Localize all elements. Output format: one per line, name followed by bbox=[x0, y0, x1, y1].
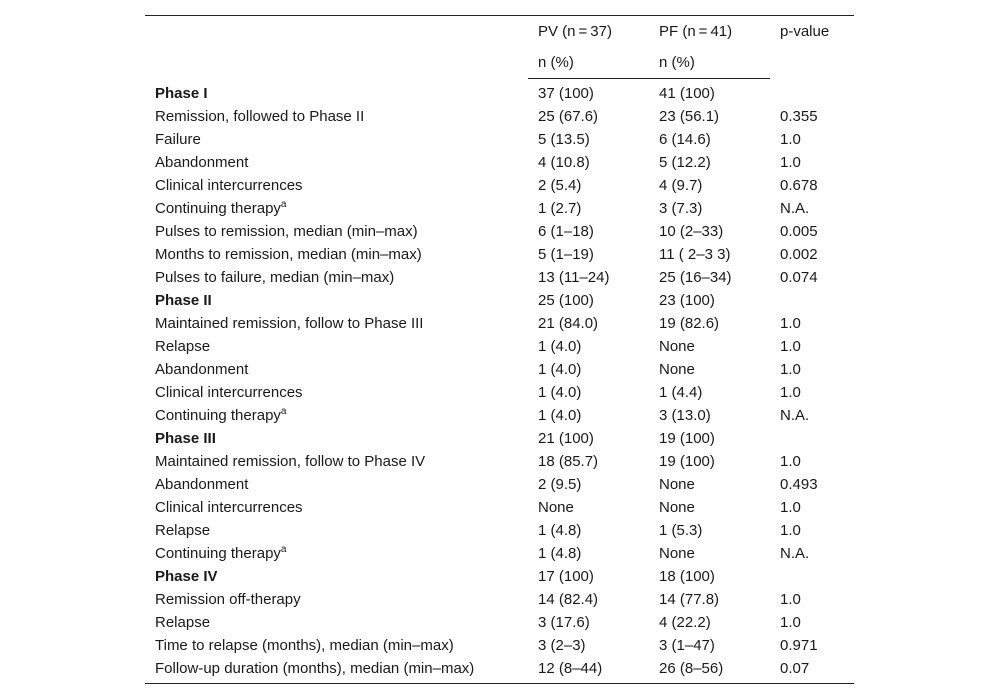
p-value: 1.0 bbox=[780, 361, 801, 378]
pf-value: None bbox=[659, 499, 695, 516]
row-label-text: Time to relapse (months), median (min–max) bbox=[155, 637, 454, 654]
table-row bbox=[145, 588, 854, 611]
table-row bbox=[145, 266, 854, 289]
pf-value: 41 (100) bbox=[659, 85, 715, 102]
pv-value: 12 (8–44) bbox=[538, 660, 603, 677]
table-row bbox=[145, 197, 854, 220]
row-label-text: Abandonment bbox=[155, 476, 249, 493]
pf-value: 11 ( 2–3 3) bbox=[659, 246, 731, 263]
pv-value: 1 (4.8) bbox=[538, 545, 582, 562]
table-row bbox=[145, 358, 854, 381]
table-top-rule bbox=[145, 15, 854, 16]
pf-value: 14 (77.8) bbox=[659, 591, 720, 608]
footnote-marker: a bbox=[280, 199, 287, 210]
row-label-text: Continuing therapy bbox=[155, 545, 281, 562]
row-label bbox=[155, 197, 286, 220]
row-label bbox=[155, 473, 248, 496]
row-label-text: Phase III bbox=[155, 430, 216, 447]
row-label-text: Relapse bbox=[155, 614, 211, 631]
pf-value: 3 (7.3) bbox=[659, 200, 703, 217]
pv-value: 2 (5.4) bbox=[538, 177, 582, 194]
p-value: 0.005 bbox=[780, 223, 818, 240]
p-value: N.A. bbox=[780, 407, 810, 424]
p-value: 0.493 bbox=[780, 476, 818, 493]
p-value: 1.0 bbox=[780, 154, 801, 171]
table-row bbox=[145, 174, 854, 197]
table-row bbox=[145, 565, 854, 588]
p-value: 0.971 bbox=[780, 637, 818, 654]
header-underline-rule bbox=[528, 78, 770, 79]
pf-value: 4 (22.2) bbox=[659, 614, 711, 631]
row-label bbox=[155, 105, 364, 128]
p-value: 1.0 bbox=[780, 338, 801, 355]
p-value: 1.0 bbox=[780, 384, 801, 401]
table-row bbox=[145, 335, 854, 358]
pv-value: 1 (4.0) bbox=[538, 384, 582, 401]
p-value: 0.074 bbox=[780, 269, 818, 286]
row-label-text: Remission off-therapy bbox=[155, 591, 301, 608]
pf-value: 23 (100) bbox=[659, 292, 715, 309]
pf-value: 1 (5.3) bbox=[659, 522, 703, 539]
table-body bbox=[145, 82, 854, 680]
pv-value: 6 (1–18) bbox=[538, 223, 594, 240]
row-label bbox=[155, 404, 286, 427]
table-row bbox=[145, 220, 854, 243]
table-row bbox=[145, 105, 854, 128]
footnote-marker: a bbox=[280, 406, 287, 417]
row-label bbox=[155, 128, 201, 151]
table-row bbox=[145, 312, 854, 335]
row-label-text: Maintained remission, follow to Phase IV bbox=[155, 453, 426, 470]
row-label-text: Remission, followed to Phase II bbox=[155, 108, 365, 125]
pf-value: 1 (4.4) bbox=[659, 384, 703, 401]
pv-value: 25 (100) bbox=[538, 292, 594, 309]
pf-value: 5 (12.2) bbox=[659, 154, 711, 171]
row-label bbox=[155, 243, 422, 266]
pv-value: 5 (13.5) bbox=[538, 131, 590, 148]
table-row bbox=[145, 496, 854, 519]
pv-value: 17 (100) bbox=[538, 568, 594, 585]
pv-value: 1 (4.0) bbox=[538, 338, 582, 355]
row-label-text: Months to remission, median (min–max) bbox=[155, 246, 422, 263]
pv-value: 2 (9.5) bbox=[538, 476, 582, 493]
pv-value: 37 (100) bbox=[538, 85, 594, 102]
column-header-pvalue: p-value bbox=[780, 23, 830, 40]
row-label bbox=[155, 266, 394, 289]
row-label bbox=[155, 220, 418, 243]
row-label-text: Pulses to failure, median (min–max) bbox=[155, 269, 395, 286]
row-label-text: Failure bbox=[155, 131, 201, 148]
pf-value: 3 (13.0) bbox=[659, 407, 711, 424]
pv-value: 18 (85.7) bbox=[538, 453, 599, 470]
pf-value: 26 (8–56) bbox=[659, 660, 724, 677]
table-row bbox=[145, 289, 854, 312]
p-value: 1.0 bbox=[780, 315, 801, 332]
p-value: 1.0 bbox=[780, 522, 801, 539]
row-label-text: Continuing therapy bbox=[155, 200, 281, 217]
pf-value: 19 (100) bbox=[659, 453, 715, 470]
row-label bbox=[155, 634, 454, 657]
row-label-text: Abandonment bbox=[155, 361, 249, 378]
row-label-text: Continuing therapy bbox=[155, 407, 281, 424]
p-value: 1.0 bbox=[780, 591, 801, 608]
pv-value: 1 (2.7) bbox=[538, 200, 582, 217]
phase-heading bbox=[155, 565, 218, 588]
pv-value: None bbox=[538, 499, 574, 516]
row-label bbox=[155, 657, 474, 680]
p-value: 0.355 bbox=[780, 108, 818, 125]
row-label bbox=[155, 174, 303, 197]
column-header-pv: PV (n = 37) bbox=[538, 23, 612, 40]
pv-value: 1 (4.0) bbox=[538, 361, 582, 378]
row-label bbox=[155, 335, 210, 358]
p-value: 1.0 bbox=[780, 499, 801, 516]
row-label bbox=[155, 496, 303, 519]
phase-heading bbox=[155, 82, 208, 105]
row-label-text: Abandonment bbox=[155, 154, 249, 171]
p-value: N.A. bbox=[780, 200, 810, 217]
phase-heading bbox=[155, 289, 212, 312]
row-label-text: Phase IV bbox=[155, 568, 218, 585]
p-value: 0.002 bbox=[780, 246, 818, 263]
row-label-text: Clinical intercurrences bbox=[155, 499, 303, 516]
row-label-text: Pulses to remission, median (min–max) bbox=[155, 223, 418, 240]
pv-value: 14 (82.4) bbox=[538, 591, 599, 608]
pv-value: 4 (10.8) bbox=[538, 154, 590, 171]
column-header-pf: PF (n = 41) bbox=[659, 23, 733, 40]
table-row bbox=[145, 128, 854, 151]
row-label bbox=[155, 381, 303, 404]
row-label bbox=[155, 588, 301, 611]
table-row bbox=[145, 243, 854, 266]
phase-heading bbox=[155, 427, 216, 450]
p-value: 0.07 bbox=[780, 660, 810, 677]
table-row bbox=[145, 634, 854, 657]
pv-value: 3 (2–3) bbox=[538, 637, 586, 654]
table-row bbox=[145, 427, 854, 450]
table-row bbox=[145, 473, 854, 496]
p-value: 1.0 bbox=[780, 614, 801, 631]
table-row bbox=[145, 404, 854, 427]
footnote-marker: a bbox=[280, 544, 287, 555]
column-unit-pf: n (%) bbox=[659, 54, 695, 71]
pf-value: 25 (16–34) bbox=[659, 269, 732, 286]
pv-value: 1 (4.8) bbox=[538, 522, 582, 539]
pf-value: 19 (100) bbox=[659, 430, 715, 447]
table-row bbox=[145, 82, 854, 105]
row-label-text: Follow-up duration (months), median (min–max) bbox=[155, 660, 475, 677]
row-label bbox=[155, 519, 210, 542]
pv-value: 21 (100) bbox=[538, 430, 594, 447]
table-row bbox=[145, 657, 854, 680]
pf-value: None bbox=[659, 338, 695, 355]
pf-value: 6 (14.6) bbox=[659, 131, 711, 148]
pf-value: 3 (1–47) bbox=[659, 637, 715, 654]
table-row bbox=[145, 519, 854, 542]
table-row bbox=[145, 381, 854, 404]
pf-value: None bbox=[659, 476, 695, 493]
pv-value: 5 (1–19) bbox=[538, 246, 594, 263]
row-label-text: Clinical intercurrences bbox=[155, 384, 303, 401]
row-label bbox=[155, 151, 248, 174]
row-label bbox=[155, 312, 423, 335]
pf-value: None bbox=[659, 545, 695, 562]
p-value: 1.0 bbox=[780, 453, 801, 470]
row-label-text: Relapse bbox=[155, 338, 211, 355]
row-label-text: Relapse bbox=[155, 522, 211, 539]
row-label-text: Maintained remission, follow to Phase III bbox=[155, 315, 424, 332]
row-label-text: Phase II bbox=[155, 292, 212, 309]
pv-value: 1 (4.0) bbox=[538, 407, 582, 424]
row-label bbox=[155, 611, 210, 634]
pf-value: 19 (82.6) bbox=[659, 315, 720, 332]
p-value: 1.0 bbox=[780, 131, 801, 148]
table-row bbox=[145, 450, 854, 473]
row-label bbox=[155, 358, 248, 381]
p-value: N.A. bbox=[780, 545, 810, 562]
pf-value: 23 (56.1) bbox=[659, 108, 720, 125]
table-row bbox=[145, 611, 854, 634]
pf-value: 10 (2–33) bbox=[659, 223, 724, 240]
pv-value: 25 (67.6) bbox=[538, 108, 599, 125]
row-label-text: Clinical intercurrences bbox=[155, 177, 303, 194]
table-bottom-rule bbox=[145, 683, 854, 684]
p-value: 0.678 bbox=[780, 177, 818, 194]
pf-value: 18 (100) bbox=[659, 568, 715, 585]
row-label bbox=[155, 450, 425, 473]
row-label bbox=[155, 542, 286, 565]
table-row bbox=[145, 151, 854, 174]
pv-value: 13 (11–24) bbox=[538, 269, 610, 286]
pf-value: None bbox=[659, 361, 695, 378]
row-label-text: Phase I bbox=[155, 85, 208, 102]
column-unit-pv: n (%) bbox=[538, 54, 574, 71]
pv-value: 21 (84.0) bbox=[538, 315, 599, 332]
pf-value: 4 (9.7) bbox=[659, 177, 703, 194]
table-row bbox=[145, 542, 854, 565]
pv-value: 3 (17.6) bbox=[538, 614, 590, 631]
